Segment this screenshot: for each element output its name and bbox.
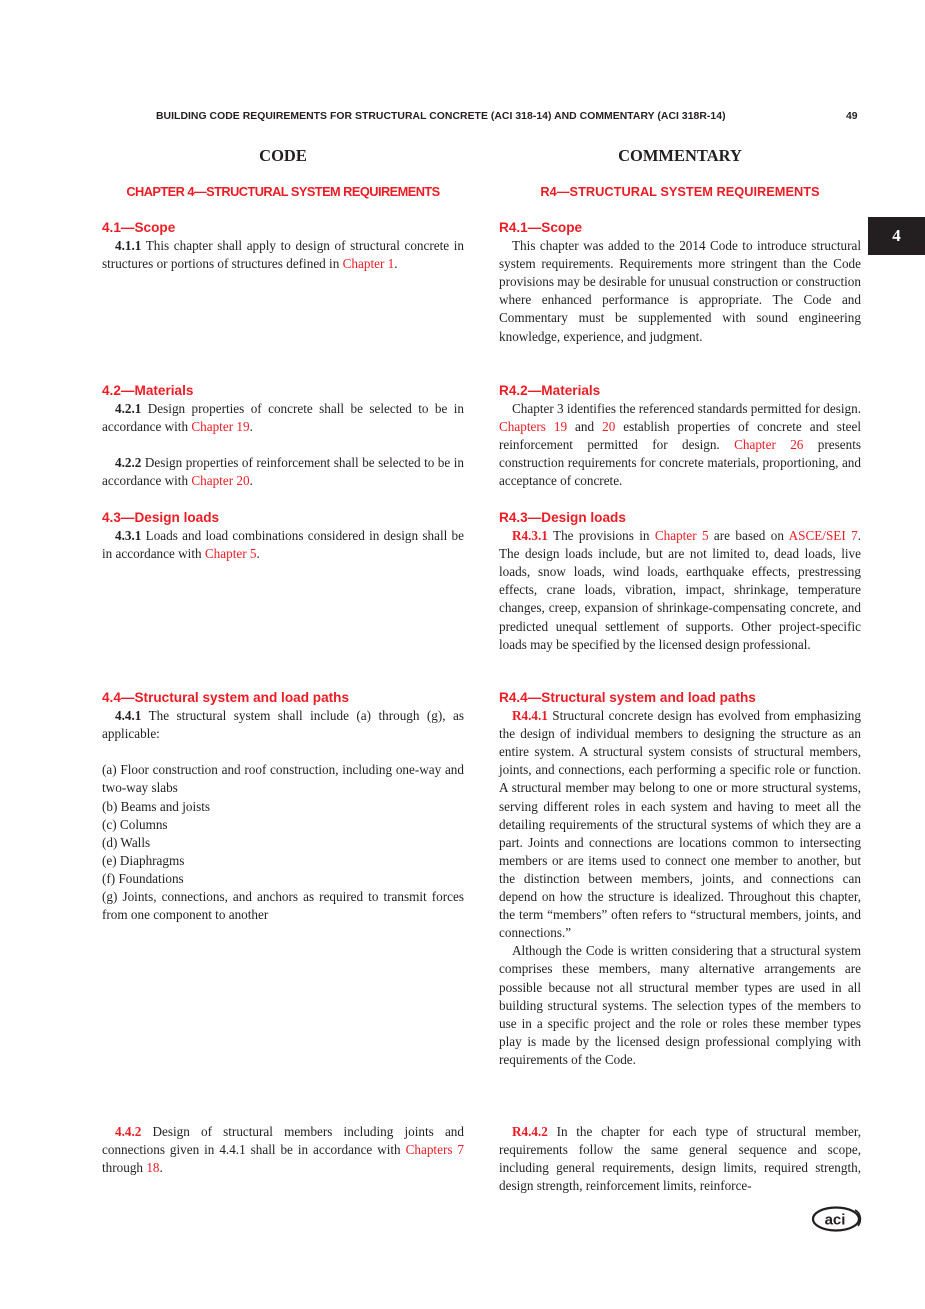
clause-text: Loads and load combinations considered in design shall be in accordance with: [102, 528, 464, 562]
section-heading: 4.3—Design loads: [102, 510, 220, 525]
section-heading: R4.2—Materials: [499, 383, 601, 398]
section-heading: 4.1—Scope: [102, 220, 176, 235]
clause-text: Design properties of reinforcement shall be selected to be in accordance with: [102, 455, 464, 489]
paragraph-r4-2: [499, 400, 861, 490]
section-r4-2: [499, 382, 861, 491]
code-chapter-title: CHAPTER 4—STRUCTURAL SYSTEM REQUIREMENTS: [126, 184, 440, 199]
section-heading: 4.4—Structural system and load paths: [102, 690, 350, 705]
list-item: (a) Floor construction and roof construction, including one-way and two-way slabs: [102, 762, 464, 796]
paragraph-4-2-1: [102, 400, 464, 436]
list-item: (c) Columns: [102, 816, 168, 832]
section-4-4-2: [102, 1123, 464, 1177]
clause-number: R4.4.2: [512, 1124, 548, 1139]
clause-number: 4.1.1: [115, 238, 142, 254]
section-r4-3: [499, 509, 861, 654]
section-r4-4: [499, 689, 861, 1069]
clause-number: 4.4.1: [115, 708, 142, 724]
paragraph-4-4-2: [102, 1123, 464, 1177]
clause-end: .: [256, 546, 260, 562]
list-item: (b) Beams and joists: [102, 798, 211, 814]
chapter-20-link[interactable]: Chapter 20: [191, 473, 250, 489]
clause-text: and: [567, 419, 603, 435]
chapters-7-link[interactable]: Chapters 7: [405, 1142, 464, 1158]
aci-logo: [811, 1205, 863, 1233]
clause-text: The structural system shall include (a) through (g), as applicable:: [102, 708, 464, 742]
clause-text: The provisions in: [547, 528, 655, 544]
clause-text: . The design loads include, but are not limited to, dead loads, live loads, snow loads, wind loads, earthquake effects, prestressing effects, crane loads, vibration, impact, shrinkage, temperature changes, creep, expansion of shrinkage-compensating concrete, and predicted unequal settlement of supports. Other project-specific loads may be specified by the licensed design professional.: [499, 528, 862, 652]
paragraph-r4-3-1: [499, 527, 861, 654]
clause-text: through: [102, 1160, 147, 1176]
clause-number: 4.4.2: [115, 1124, 142, 1139]
paragraph-r4-4-1: [499, 707, 861, 942]
chapter-1-link[interactable]: Chapter 1: [342, 256, 395, 272]
page-number: 49: [846, 111, 858, 122]
clause-text: Structural concrete design has evolved from emphasizing the design of individual members to designing the structure as an entire system. A structural system consists of structural members, joints, and connections, each performing a specific role or function. A structural member may belong to one or more structural systems, serving different roles in each system and having to meet all the detailing requirements of the structural systems of which they are a part. Joints and connections are locations common to intersecting members or are items used to connect one member to another, but the distinction between members, joints, and connections can depend on how the structure is idealized. Throughout this chapter, the term “members” often refers to “structural members, joints, and connections.”: [499, 708, 861, 941]
section-4-3: [102, 509, 464, 563]
chapter-19-link[interactable]: Chapter 19: [191, 419, 250, 435]
paragraph-4-2-2: [102, 454, 464, 490]
list-item: (g) Joints, connections, and anchors as required to transmit forces from one component to another: [102, 889, 464, 923]
section-4-4: [102, 689, 464, 924]
paragraph-4-4-1: [102, 707, 464, 743]
clause-number: 4.2.2: [115, 455, 142, 471]
clause-end: .: [394, 256, 398, 272]
chapters-19-link[interactable]: Chapters 19: [499, 419, 568, 435]
clause-text: are based on: [708, 528, 789, 544]
clause-number: 4.3.1: [115, 528, 142, 544]
section-heading: R4.1—Scope: [499, 220, 583, 235]
clause-text: presents construction requirements for concrete materials, proportioning, and acceptance of concrete.: [499, 437, 861, 489]
clause-number: R4.3.1: [512, 528, 548, 544]
commentary-chapter-title: R4—STRUCTURAL SYSTEM REQUIREMENTS: [540, 184, 820, 199]
section-heading: R4.4—Structural system and load paths: [499, 690, 756, 705]
chapter-26-link[interactable]: Chapter 26: [734, 437, 804, 453]
list-item: (e) Diaphragms: [102, 852, 185, 868]
clause-number: R4.4.1: [512, 708, 548, 724]
chapter-20-link[interactable]: 20: [602, 419, 616, 435]
chapter-tab[interactable]: 4: [868, 217, 925, 255]
paragraph-r4-4-2: [499, 1123, 861, 1195]
section-heading: R4.3—Design loads: [499, 510, 626, 525]
paragraph-r4-4-1-cont: Although the Code is written considering that a structural system comprises these members, many alternative arrangements are possible because not all structural member types are used in all building structural systems. The selection types of the members to use in a specific project and the role or roles these member types play is made by the licensed design professional complying with requirements of the Code.: [499, 943, 861, 1067]
commentary-column-title: COMMENTARY: [618, 146, 742, 165]
list-item: (f) Foundations: [102, 870, 184, 886]
code-column-title: CODE: [259, 146, 307, 165]
clause-text: establish properties of concrete and steel reinforcement permitted for design.: [499, 419, 861, 453]
section-r4-4-2: [499, 1123, 861, 1195]
clause-text: Design of structural members including joints and connections given in 4.4.1 shall be in accordance with: [102, 1124, 464, 1158]
svg-text:aci: aci: [824, 1211, 846, 1229]
clause-number: 4.2.1: [115, 401, 142, 417]
chapter-5-link[interactable]: Chapter 5: [654, 528, 709, 544]
list-item: (d) Walls: [102, 834, 151, 850]
running-head: BUILDING CODE REQUIREMENTS FOR STRUCTURAL CONCRETE (ACI 318-14) AND COMMENTARY (ACI 318R-14): [156, 111, 726, 122]
clause-end: .: [159, 1160, 163, 1176]
section-4-1: [102, 219, 464, 273]
asce-sei-7-link[interactable]: ASCE/SEI 7: [788, 528, 858, 544]
section-r4-1: [499, 219, 861, 346]
chapter-18-link[interactable]: 18: [146, 1160, 160, 1176]
structural-system-list: [102, 761, 464, 924]
paragraph-4-1-1: [102, 237, 464, 273]
paragraph-r4-1: This chapter was added to the 2014 Code to introduce structural system requirements. Requirements more stringent than the Code provisions may be desirable for unusual construction or construction where enhanced performance is appropriate. The Code and Commentary must be supplemented with sound engineering knowledge, experience, and judgment.: [499, 238, 861, 344]
clause-end: .: [249, 473, 253, 489]
clause-text: This chapter shall apply to design of structural concrete in structures or portions of structures defined in: [102, 238, 464, 272]
section-heading: 4.2—Materials: [102, 383, 194, 398]
chapter-5-link[interactable]: Chapter 5: [204, 546, 257, 562]
paragraph-4-3-1: [102, 527, 464, 563]
section-4-2: [102, 382, 464, 491]
clause-text: Chapter 3 identifies the referenced standards permitted for design.: [512, 401, 861, 417]
clause-text: Design properties of concrete shall be selected to be in accordance with: [102, 401, 464, 435]
clause-end: .: [249, 419, 253, 435]
clause-text: In the chapter for each type of structural member, requirements follow the same general sequence and scope, including general requirements, design limits, required strength, design strength, reinforcement limits, reinforce-: [499, 1124, 861, 1194]
